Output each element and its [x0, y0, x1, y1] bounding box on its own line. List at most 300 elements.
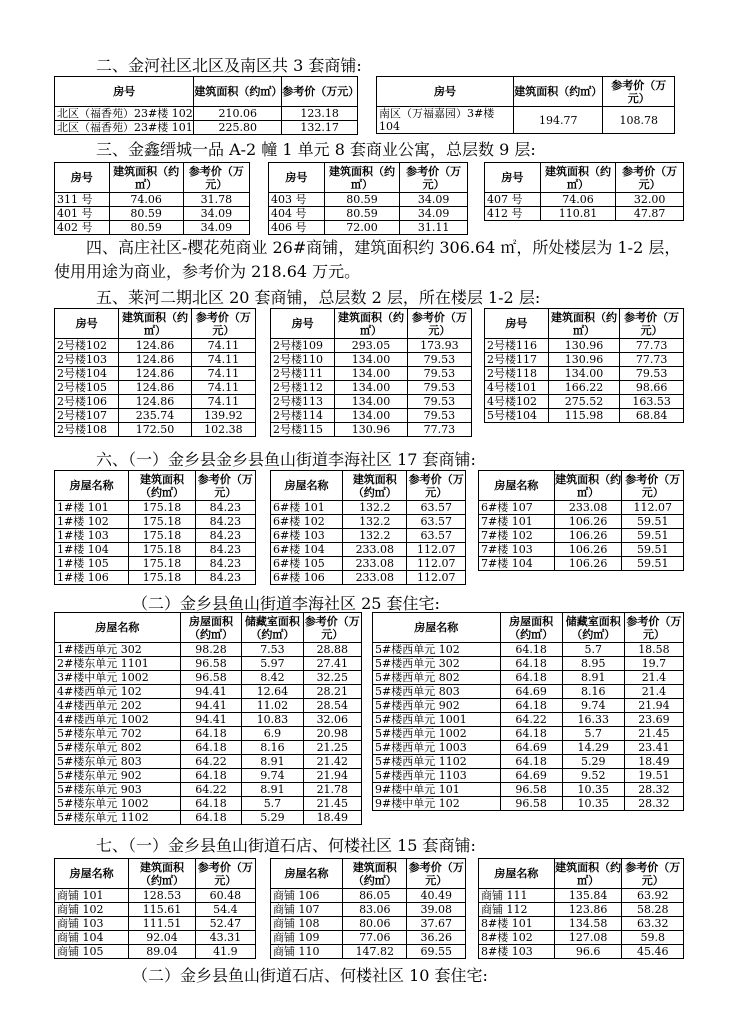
table-cell: 8.91	[242, 755, 303, 769]
table-cell: 98.28	[180, 643, 241, 657]
table-cell: 80.59	[324, 193, 400, 207]
table-row	[373, 755, 684, 769]
column-header: 参考价（万元）	[304, 614, 360, 641]
table-cell: 2号楼109	[271, 339, 335, 353]
table-row	[479, 945, 684, 959]
column-header: 房屋面积（约㎡）	[500, 613, 562, 643]
header-row	[271, 859, 466, 889]
table-cell: 94.41	[180, 699, 241, 713]
table-row	[479, 501, 684, 515]
table-row	[479, 515, 684, 529]
column-header: 参考价（万元）	[616, 163, 684, 193]
section-5-title: 五、莱河二期北区 20 套商铺，总层数 2 层，所在楼层 1-2 层:	[96, 288, 541, 307]
table-cell: 1#楼 106	[55, 571, 129, 585]
table-cell: 商铺 111	[479, 889, 555, 903]
table-cell: 74.06	[109, 193, 183, 207]
table-cell: 1#楼 102	[55, 515, 129, 529]
header-row	[485, 163, 684, 193]
table-cell: 175.18	[129, 557, 195, 571]
table-cell: 6#楼 105	[271, 557, 343, 571]
table-cell: 6#楼 101	[271, 501, 343, 515]
table-row	[55, 107, 358, 121]
table-row	[55, 339, 256, 353]
table-cell: 9#楼中单元 101	[373, 783, 501, 797]
table-cell: 5.7	[242, 797, 303, 811]
table-row	[269, 221, 468, 235]
column-header: 房屋名称	[373, 613, 501, 643]
table-cell: 商铺 108	[271, 917, 343, 931]
table-cell: 6#楼 102	[271, 515, 343, 529]
table-row	[373, 699, 684, 713]
table-cell: 2号楼110	[271, 353, 335, 367]
table-cell: 1#楼 105	[55, 557, 129, 571]
table-cell: 235.74	[119, 409, 191, 423]
table-cell: 南区（万福嘉园）3#楼 104	[377, 107, 514, 134]
table-cell: 134.00	[335, 367, 407, 381]
table-cell: 175.18	[129, 543, 195, 557]
column-header: 房号	[485, 309, 549, 339]
table-cell: 77.73	[620, 339, 684, 353]
table-cell: 9.52	[562, 769, 624, 783]
column-header: 建筑面积（约㎡）	[324, 163, 400, 193]
table-cell: 6.9	[242, 727, 303, 741]
column-header: 建筑面积（约㎡）	[343, 471, 407, 501]
table-cell: 175.18	[129, 515, 195, 529]
table-cell: 21.42	[303, 755, 361, 769]
table-cell: 74.11	[191, 367, 255, 381]
table-cell: 84.23	[195, 571, 255, 585]
s6b-table-2	[372, 612, 684, 811]
table-cell: 20.98	[303, 727, 361, 741]
table-row	[55, 353, 256, 367]
table-cell: 139.92	[191, 409, 255, 423]
s3-table-3	[484, 162, 684, 221]
column-header: 建筑面积（约㎡）	[548, 309, 620, 339]
table-cell: 2号楼106	[55, 395, 119, 409]
table-cell: 商铺 109	[271, 931, 343, 945]
column-header: 储藏室面积（约㎡）	[242, 613, 303, 643]
table-row	[55, 543, 256, 557]
table-row	[373, 727, 684, 741]
table-row	[479, 931, 684, 945]
table-cell: 58.28	[622, 903, 684, 917]
table-cell: 98.66	[620, 381, 684, 395]
table-cell: 28.32	[624, 783, 683, 797]
table-cell: 147.82	[343, 945, 407, 959]
table-row	[271, 945, 466, 959]
table-cell: 23.41	[624, 741, 683, 755]
table-cell: 225.80	[194, 121, 282, 135]
table-cell: 63.57	[407, 529, 466, 543]
section-4-text: 四、高庄社区-樱花苑商业 26#商铺，建筑面积约 306.64 ㎡，所处楼层为 1-2 层，使用用途为商业，参考价为 218.64 万元。	[54, 238, 681, 281]
table-cell: 37.67	[407, 917, 466, 931]
table-cell: 8.95	[562, 657, 624, 671]
table-row	[485, 353, 684, 367]
header-row	[55, 309, 256, 339]
table-row	[479, 529, 684, 543]
table-cell: 商铺 102	[55, 903, 129, 917]
column-header: 参考价（万元）	[622, 471, 684, 501]
table-cell: 134.58	[554, 917, 622, 931]
table-cell: 74.11	[191, 339, 255, 353]
column-header: 房屋名称	[271, 471, 343, 501]
table-cell: 14.29	[562, 741, 624, 755]
table-cell: 21.45	[624, 727, 683, 741]
table-cell: 60.48	[195, 889, 255, 903]
column-header: 建筑面积（约㎡）	[129, 859, 195, 889]
column-header: 参考价（万元）	[191, 309, 255, 339]
table-cell: 96.58	[500, 797, 562, 811]
table-row	[55, 755, 362, 769]
table-row	[55, 423, 256, 437]
table-row	[55, 811, 362, 825]
table-row	[271, 529, 466, 543]
column-header: 房屋名称	[55, 859, 129, 889]
table-cell: 34.09	[400, 207, 468, 221]
table-row	[373, 783, 684, 797]
table-cell: 18.58	[624, 643, 683, 657]
column-header: 建筑面积（约㎡）	[555, 860, 622, 887]
table-cell: 64.18	[180, 811, 241, 825]
section-6-title: 六、（一）金乡县金乡县鱼山街道李海社区 17 套商铺:	[96, 450, 476, 469]
table-cell: 47.87	[616, 207, 684, 221]
column-header: 房号	[55, 309, 119, 339]
table-cell: 18.49	[624, 755, 683, 769]
table-cell: 74.11	[191, 395, 255, 409]
table-cell: 92.04	[129, 931, 195, 945]
table-row	[485, 207, 684, 221]
table-cell: 64.22	[180, 755, 241, 769]
table-row	[271, 353, 472, 367]
table-cell: 2号楼114	[271, 409, 335, 423]
table-cell: 39.08	[407, 903, 466, 917]
table-row	[55, 769, 362, 783]
column-header: 房屋名称	[479, 471, 555, 501]
table-row	[271, 931, 466, 945]
table-row	[271, 571, 466, 585]
table-cell: 64.18	[500, 643, 562, 657]
table-cell: 63.57	[407, 515, 466, 529]
table-row	[55, 395, 256, 409]
column-header: 建筑面积（约㎡）	[194, 77, 282, 107]
table-row	[55, 727, 362, 741]
s3-table-1	[54, 162, 250, 235]
table-cell: 1#楼 104	[55, 543, 129, 557]
table-cell: 32.00	[616, 193, 684, 207]
table-cell: 94.41	[180, 713, 241, 727]
table-cell: 64.18	[500, 657, 562, 671]
column-header: 储藏室面积（约㎡）	[562, 613, 624, 643]
table-cell: 80.06	[343, 917, 407, 931]
header-row	[377, 77, 675, 107]
table-row	[271, 501, 466, 515]
section-6b-title: （二）金乡县鱼山街道李海社区 25 套住宅:	[132, 594, 440, 613]
table-cell: 7#楼 101	[479, 515, 555, 529]
table-row	[373, 657, 684, 671]
table-cell: 9#楼中单元 102	[373, 797, 501, 811]
table-cell: 1#楼西单元 302	[55, 643, 181, 657]
table-cell: 77.73	[407, 423, 471, 437]
table-cell: 36.26	[407, 931, 466, 945]
column-header: 房号	[269, 163, 325, 193]
s7-table-2	[270, 858, 466, 959]
table-row	[55, 193, 250, 207]
table-cell: 63.57	[407, 501, 466, 515]
table-cell: 5#楼西单元 1102	[373, 755, 501, 769]
table-cell: 130.96	[548, 353, 620, 367]
table-cell: 115.61	[129, 903, 195, 917]
column-header: 建筑面积（约㎡）	[514, 77, 603, 107]
table-cell: 64.18	[180, 741, 241, 755]
table-cell: 19.7	[624, 657, 683, 671]
table-cell: 5#楼东单元 803	[55, 755, 181, 769]
table-cell: 商铺 105	[55, 945, 129, 959]
table-cell: 59.51	[622, 515, 684, 529]
table-cell: 9.74	[242, 769, 303, 783]
table-cell: 34.09	[400, 193, 468, 207]
table-cell: 商铺 104	[55, 931, 129, 945]
table-row	[55, 713, 362, 727]
table-cell: 4号楼102	[485, 395, 549, 409]
column-header: 建筑面积（约㎡）	[335, 309, 407, 339]
table-row	[55, 515, 256, 529]
table-cell: 134.00	[335, 409, 407, 423]
s7-table-1	[54, 858, 256, 959]
table-cell: 80.59	[324, 207, 400, 221]
table-cell: 1#楼 101	[55, 501, 129, 515]
table-cell: 110.81	[540, 207, 616, 221]
s3-table-2	[268, 162, 468, 235]
table-row	[55, 685, 362, 699]
header-row	[485, 309, 684, 339]
table-cell: 21.94	[624, 699, 683, 713]
table-cell: 8#楼 101	[479, 917, 555, 931]
table-cell: 79.53	[407, 395, 471, 409]
table-cell: 79.53	[620, 367, 684, 381]
table-cell: 68.84	[620, 409, 684, 423]
table-cell: 163.53	[620, 395, 684, 409]
header-row	[271, 471, 466, 501]
table-cell: 64.18	[500, 727, 562, 741]
table-cell: 132.2	[343, 515, 407, 529]
table-cell: 77.06	[343, 931, 407, 945]
table-cell: 233.08	[343, 571, 407, 585]
table-row	[271, 381, 472, 395]
column-header: 建筑面积（约㎡）	[129, 471, 195, 501]
table-cell: 63.92	[622, 889, 684, 903]
column-header: 参考价（万元）	[408, 860, 464, 887]
table-cell: 8.16	[562, 685, 624, 699]
table-cell: 112.07	[407, 557, 466, 571]
table-cell: 79.53	[407, 353, 471, 367]
table-cell: 123.86	[554, 903, 622, 917]
table-cell: 2号楼103	[55, 353, 119, 367]
table-cell: 124.86	[119, 339, 191, 353]
table-row	[55, 657, 362, 671]
s2-table-south	[376, 76, 675, 134]
table-cell: 86.05	[343, 889, 407, 903]
table-row	[271, 409, 472, 423]
table-row	[55, 557, 256, 571]
table-row	[479, 917, 684, 931]
table-cell: 80.59	[109, 221, 183, 235]
table-cell: 8#楼 103	[479, 945, 555, 959]
table-cell: 106.26	[554, 515, 622, 529]
table-cell: 106.26	[554, 529, 622, 543]
table-cell: 77.73	[620, 353, 684, 367]
column-header: 参考价（万元）	[195, 471, 255, 501]
column-header: 房号	[271, 309, 335, 339]
table-cell: 21.45	[303, 797, 361, 811]
table-cell: 233.08	[343, 543, 407, 557]
column-header: 参考价（万元）	[400, 163, 468, 193]
table-row	[271, 557, 466, 571]
table-cell: 8.42	[242, 671, 303, 685]
table-row	[55, 121, 358, 135]
table-cell: 8.16	[242, 741, 303, 755]
table-cell: 5.7	[562, 727, 624, 741]
table-row	[271, 543, 466, 557]
table-cell: 64.69	[500, 685, 562, 699]
table-cell: 5#楼西单元 1003	[373, 741, 501, 755]
table-cell: 84.23	[195, 501, 255, 515]
table-cell: 59.8	[622, 931, 684, 945]
table-row	[55, 903, 256, 917]
table-cell: 54.4	[195, 903, 255, 917]
table-row	[55, 889, 256, 903]
table-cell: 132.2	[343, 529, 407, 543]
table-row	[373, 685, 684, 699]
table-cell: 64.22	[180, 783, 241, 797]
column-header: 房屋名称	[55, 471, 129, 501]
table-cell: 4号楼101	[485, 381, 549, 395]
table-cell: 124.86	[119, 367, 191, 381]
column-header: 参考价（万元）	[603, 77, 675, 107]
table-cell: 64.18	[500, 671, 562, 685]
table-row	[485, 409, 684, 423]
table-cell: 275.52	[548, 395, 620, 409]
table-row	[479, 543, 684, 557]
table-cell: 102.38	[191, 423, 255, 437]
table-cell: 6#楼 103	[271, 529, 343, 543]
table-row	[479, 557, 684, 571]
table-cell: 3#楼中单元 1002	[55, 671, 181, 685]
table-cell: 2号楼115	[271, 423, 335, 437]
table-cell: 5.29	[562, 755, 624, 769]
table-cell: 31.11	[400, 221, 468, 235]
table-row	[55, 643, 362, 657]
table-cell: 19.51	[624, 769, 683, 783]
table-row	[271, 903, 466, 917]
table-cell: 8.91	[242, 783, 303, 797]
section-7b-title: （二）金乡县鱼山街道石店、何楼社区 10 套住宅:	[132, 966, 488, 985]
table-cell: 2号楼108	[55, 423, 119, 437]
table-cell: 5.29	[242, 811, 303, 825]
table-cell: 96.58	[180, 671, 241, 685]
table-cell: 63.32	[622, 917, 684, 931]
table-cell: 108.78	[603, 107, 675, 134]
table-cell: 商铺 107	[271, 903, 343, 917]
column-header: 建筑面积（约㎡）	[540, 163, 616, 193]
table-cell: 5#楼东单元 1102	[55, 811, 181, 825]
column-header: 房号	[485, 163, 541, 193]
header-row	[269, 163, 468, 193]
table-cell: 5#楼西单元 902	[373, 699, 501, 713]
table-row	[55, 741, 362, 755]
table-row	[479, 903, 684, 917]
s5-table-1	[54, 308, 256, 437]
table-cell: 商铺 103	[55, 917, 129, 931]
table-cell: 21.25	[303, 741, 361, 755]
s6-table-3	[478, 470, 684, 571]
table-cell: 64.22	[500, 713, 562, 727]
table-cell: 23.69	[624, 713, 683, 727]
table-cell: 175.18	[129, 571, 195, 585]
table-row	[373, 643, 684, 657]
table-cell: 64.69	[500, 769, 562, 783]
table-cell: 173.93	[407, 339, 471, 353]
table-cell: 2号楼117	[485, 353, 549, 367]
table-cell: 64.69	[500, 741, 562, 755]
table-row	[55, 945, 256, 959]
table-cell: 412 号	[485, 207, 541, 221]
column-header: 建筑面积（约㎡）	[555, 472, 622, 499]
table-row	[485, 193, 684, 207]
table-cell: 112.07	[407, 571, 466, 585]
table-cell: 10.35	[562, 797, 624, 811]
table-cell: 6#楼 106	[271, 571, 343, 585]
table-cell: 7#楼 102	[479, 529, 555, 543]
table-cell: 134.00	[548, 367, 620, 381]
table-cell: 79.53	[407, 381, 471, 395]
table-cell: 401 号	[55, 207, 110, 221]
column-header: 房屋面积（约㎡）	[180, 613, 241, 643]
table-cell: 2号楼112	[271, 381, 335, 395]
column-header: 参考价（万元）	[624, 613, 683, 643]
table-cell: 403 号	[269, 193, 325, 207]
table-cell: 10.83	[242, 713, 303, 727]
table-cell: 2号楼113	[271, 395, 335, 409]
table-cell: 175.18	[129, 529, 195, 543]
table-cell: 北区（福香苑）23#楼 101	[55, 121, 194, 135]
table-cell: 402 号	[55, 221, 110, 235]
column-header: 参考价（万元）	[620, 309, 684, 339]
table-cell: 4#楼西单元 102	[55, 685, 181, 699]
table-cell: 64.18	[500, 699, 562, 713]
table-cell: 194.77	[514, 107, 603, 134]
table-cell: 59.51	[622, 529, 684, 543]
header-row	[55, 163, 250, 193]
table-cell: 130.96	[548, 339, 620, 353]
header-row	[55, 613, 362, 643]
table-row	[485, 339, 684, 353]
column-header: 参考价（万元）	[195, 859, 255, 889]
table-cell: 89.04	[129, 945, 195, 959]
table-cell: 52.47	[195, 917, 255, 931]
column-header: 房屋名称	[479, 859, 555, 889]
table-row	[271, 515, 466, 529]
column-header: 房屋名称	[55, 613, 181, 643]
table-row	[271, 367, 472, 381]
table-row	[55, 501, 256, 515]
table-cell: 11.02	[242, 699, 303, 713]
table-cell: 128.53	[129, 889, 195, 903]
table-cell: 72.00	[324, 221, 400, 235]
table-cell: 2号楼102	[55, 339, 119, 353]
table-cell: 21.4	[624, 671, 683, 685]
section-7-title: 七、（一）金乡县鱼山街道石店、何楼社区 15 套商铺:	[96, 836, 476, 855]
table-row	[479, 889, 684, 903]
